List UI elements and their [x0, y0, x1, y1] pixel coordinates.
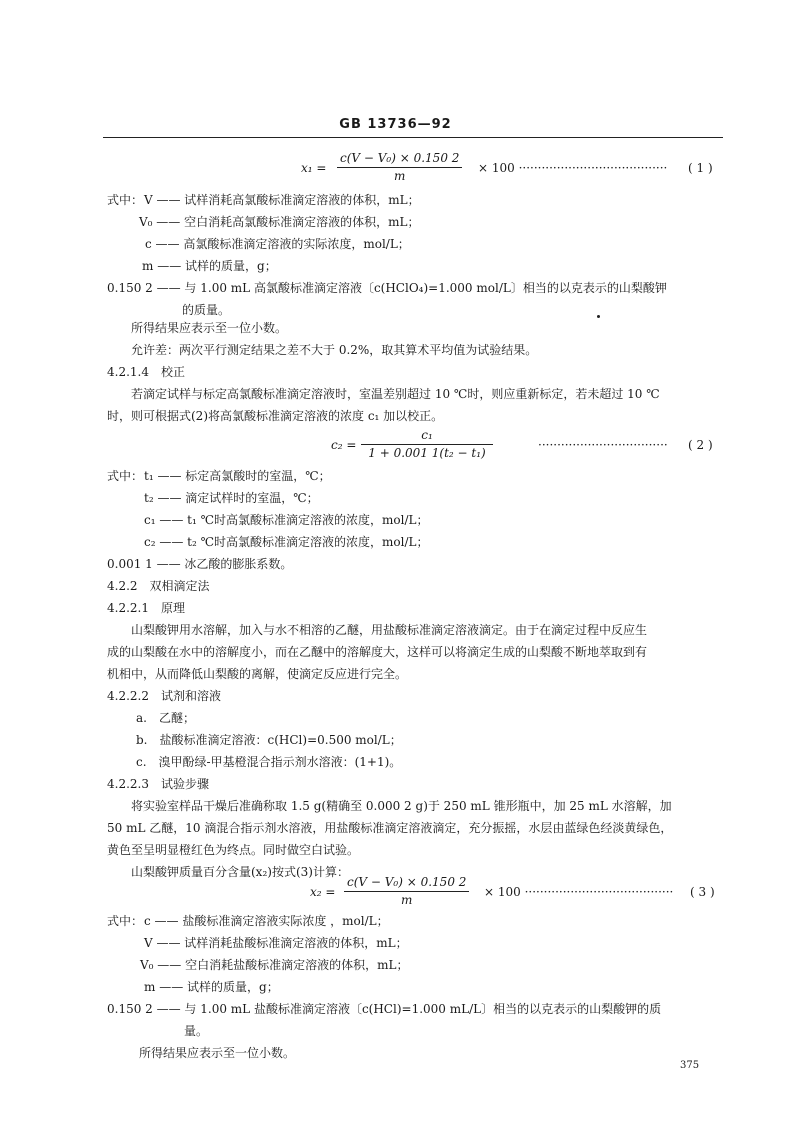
section-heading-422: 4.2.2 双相滴定法 [107, 579, 210, 593]
legend1-line: V —— 试样消耗高氯酸标准滴定溶液的体积，mL； [144, 193, 420, 207]
paragraph-procedure-cont: 50 mL 乙醚，10 滴混合指示剂水溶液，用盐酸标准滴定溶液滴定，充分振摇，水层由蓝绿色经淡黄绿色， [107, 821, 673, 835]
eq1-lhs: x₁ = [301, 161, 327, 175]
eq3-number: ( 3 ) [690, 885, 715, 899]
reagent-item: b. 盐酸标准滴定溶液：c(HCl)=0.500 mol/L； [136, 733, 402, 747]
legend3-constant: 0.150 2 —— 与 1.00 mL 盐酸标准滴定溶液〔c(HCl)=1.000 mL/L〕相当的以克表示的山梨酸钾的质 [107, 1002, 662, 1016]
eq1-denominator: m [394, 169, 406, 183]
eq2-number: ( 2 ) [688, 438, 713, 452]
legend2-constant: 0.001 1 —— 冰乙酸的膨胀系数。 [107, 557, 293, 571]
section-heading-4223: 4.2.2.3 试验步骤 [107, 777, 209, 791]
section-heading-4222: 4.2.2.2 试剂和溶液 [107, 689, 221, 703]
paragraph-procedure-cont: 黄色至呈明显橙红色为终点。同时做空白试验。 [107, 843, 360, 857]
eq3-lhs: x₂ = [310, 885, 336, 899]
section-heading-4214: 4.2.1.4 校正 [107, 365, 185, 379]
reagent-item: c. 溴甲酚绿-甲基橙混合指示剂水溶液：(1+1)。 [136, 755, 402, 769]
eq3-fraction [344, 875, 469, 908]
page-number: 375 [680, 1060, 700, 1071]
eq2-dots: ·································· [538, 438, 668, 452]
eq1-fraction [337, 151, 462, 184]
legend2-prefix: 式中： [107, 469, 144, 483]
legend3-prefix: 式中： [107, 914, 144, 928]
standard-number-header: GB 13736—92 [339, 117, 452, 132]
paragraph-correction: 若滴定试样与标定高氯酸标准滴定溶液时，室温差别超过 10 ℃时，则应重新标定，若未超过 10 ℃ [131, 387, 660, 401]
stray-dot [597, 315, 600, 318]
legend1-line: m —— 试样的质量，g； [142, 259, 277, 273]
paragraph-correction-cont: 时，则可根据式(2)将高氯酸标准滴定溶液的浓度 c₁ 加以校正。 [107, 409, 444, 423]
paragraph-principle-cont: 机相中，从而降低山梨酸的离解，使滴定反应进行完全。 [107, 667, 408, 681]
legend3-line: V₀ —— 空白消耗盐酸标准滴定溶液的体积，mL； [140, 958, 409, 972]
paragraph-decimal: 所得结果应表示至一位小数。 [139, 1046, 296, 1060]
paragraph-calculation: 山梨酸钾质量百分含量(x₂)按式(3)计算： [131, 865, 349, 879]
paragraph-procedure: 将实验室样品干燥后准确称取 1.5 g(精确至 0.000 2 g)于 250 mL 锥形瓶中，加 25 mL 水溶解，加 [131, 799, 672, 813]
legend3-line: c —— 盐酸标准滴定溶液实际浓度 ，mol/L； [144, 914, 389, 928]
legend1-line: V₀ —— 空白消耗高氯酸标准滴定溶液的体积，mL； [139, 215, 420, 229]
eq2-fraction [361, 428, 493, 461]
paragraph-decimal: 所得结果应表示至一位小数。 [131, 321, 288, 335]
eq3-numerator: c(V − V₀) × 0.150 2 [344, 875, 469, 892]
paragraph-principle: 山梨酸钾用水溶解，加入与水不相溶的乙醚，用盐酸标准滴定溶液滴定。由于在滴定过程中反应生 [131, 623, 648, 637]
paragraph-tolerance: 允许差：两次平行测定结果之差不大于 0.2%，取其算术平均值为试验结果。 [131, 343, 538, 357]
eq3-denominator: m [401, 893, 413, 907]
legend3-line: V —— 试样消耗盐酸标准滴定溶液的体积，mL； [144, 936, 408, 950]
eq1-rhs: × 100 ······································· [478, 161, 668, 175]
legend1-constant-cont: 的质量。 [182, 303, 231, 317]
reagent-item: a. 乙醚； [136, 711, 195, 725]
section-heading-4221: 4.2.2.1 原理 [107, 601, 185, 615]
legend1-prefix: 式中： [107, 193, 144, 207]
legend1-constant: 0.150 2 —— 与 1.00 mL 高氯酸标准滴定溶液〔c(HClO₄)=1.000 mol/L〕相当的以克表示的山梨酸钾 [107, 281, 667, 295]
eq2-denominator: 1 + 0.001 1(t₂ − t₁) [368, 446, 486, 460]
eq3-rhs: × 100 ······································· [484, 885, 674, 899]
eq2-lhs: c₂ = [331, 438, 357, 452]
eq1-number: ( 1 ) [688, 161, 713, 175]
paragraph-principle-cont: 成的山梨酸在水中的溶解度小，而在乙醚中的溶解度大，这样可以将滴定生成的山梨酸不断地萃取到有 [107, 645, 648, 659]
legend2-line: c₂ —— t₂ ℃时高氯酸标准滴定溶液的浓度，mol/L； [144, 535, 429, 549]
legend3-line: m —— 试样的质量，g； [144, 980, 279, 994]
eq2-numerator: c₁ [361, 428, 493, 445]
eq1-numerator: c(V − V₀) × 0.150 2 [337, 151, 462, 168]
legend2-line: t₂ —— 滴定试样时的室温，℃； [144, 491, 319, 505]
legend2-line: t₁ —— 标定高氯酸时的室温，℃； [144, 469, 331, 483]
legend1-line: c —— 高氯酸标准滴定溶液的实际浓度，mol/L； [145, 237, 410, 251]
legend3-constant-cont: 量。 [184, 1024, 209, 1038]
legend2-line: c₁ —— t₁ ℃时高氯酸标准滴定溶液的浓度，mol/L； [144, 513, 429, 527]
header-rule [103, 137, 723, 138]
